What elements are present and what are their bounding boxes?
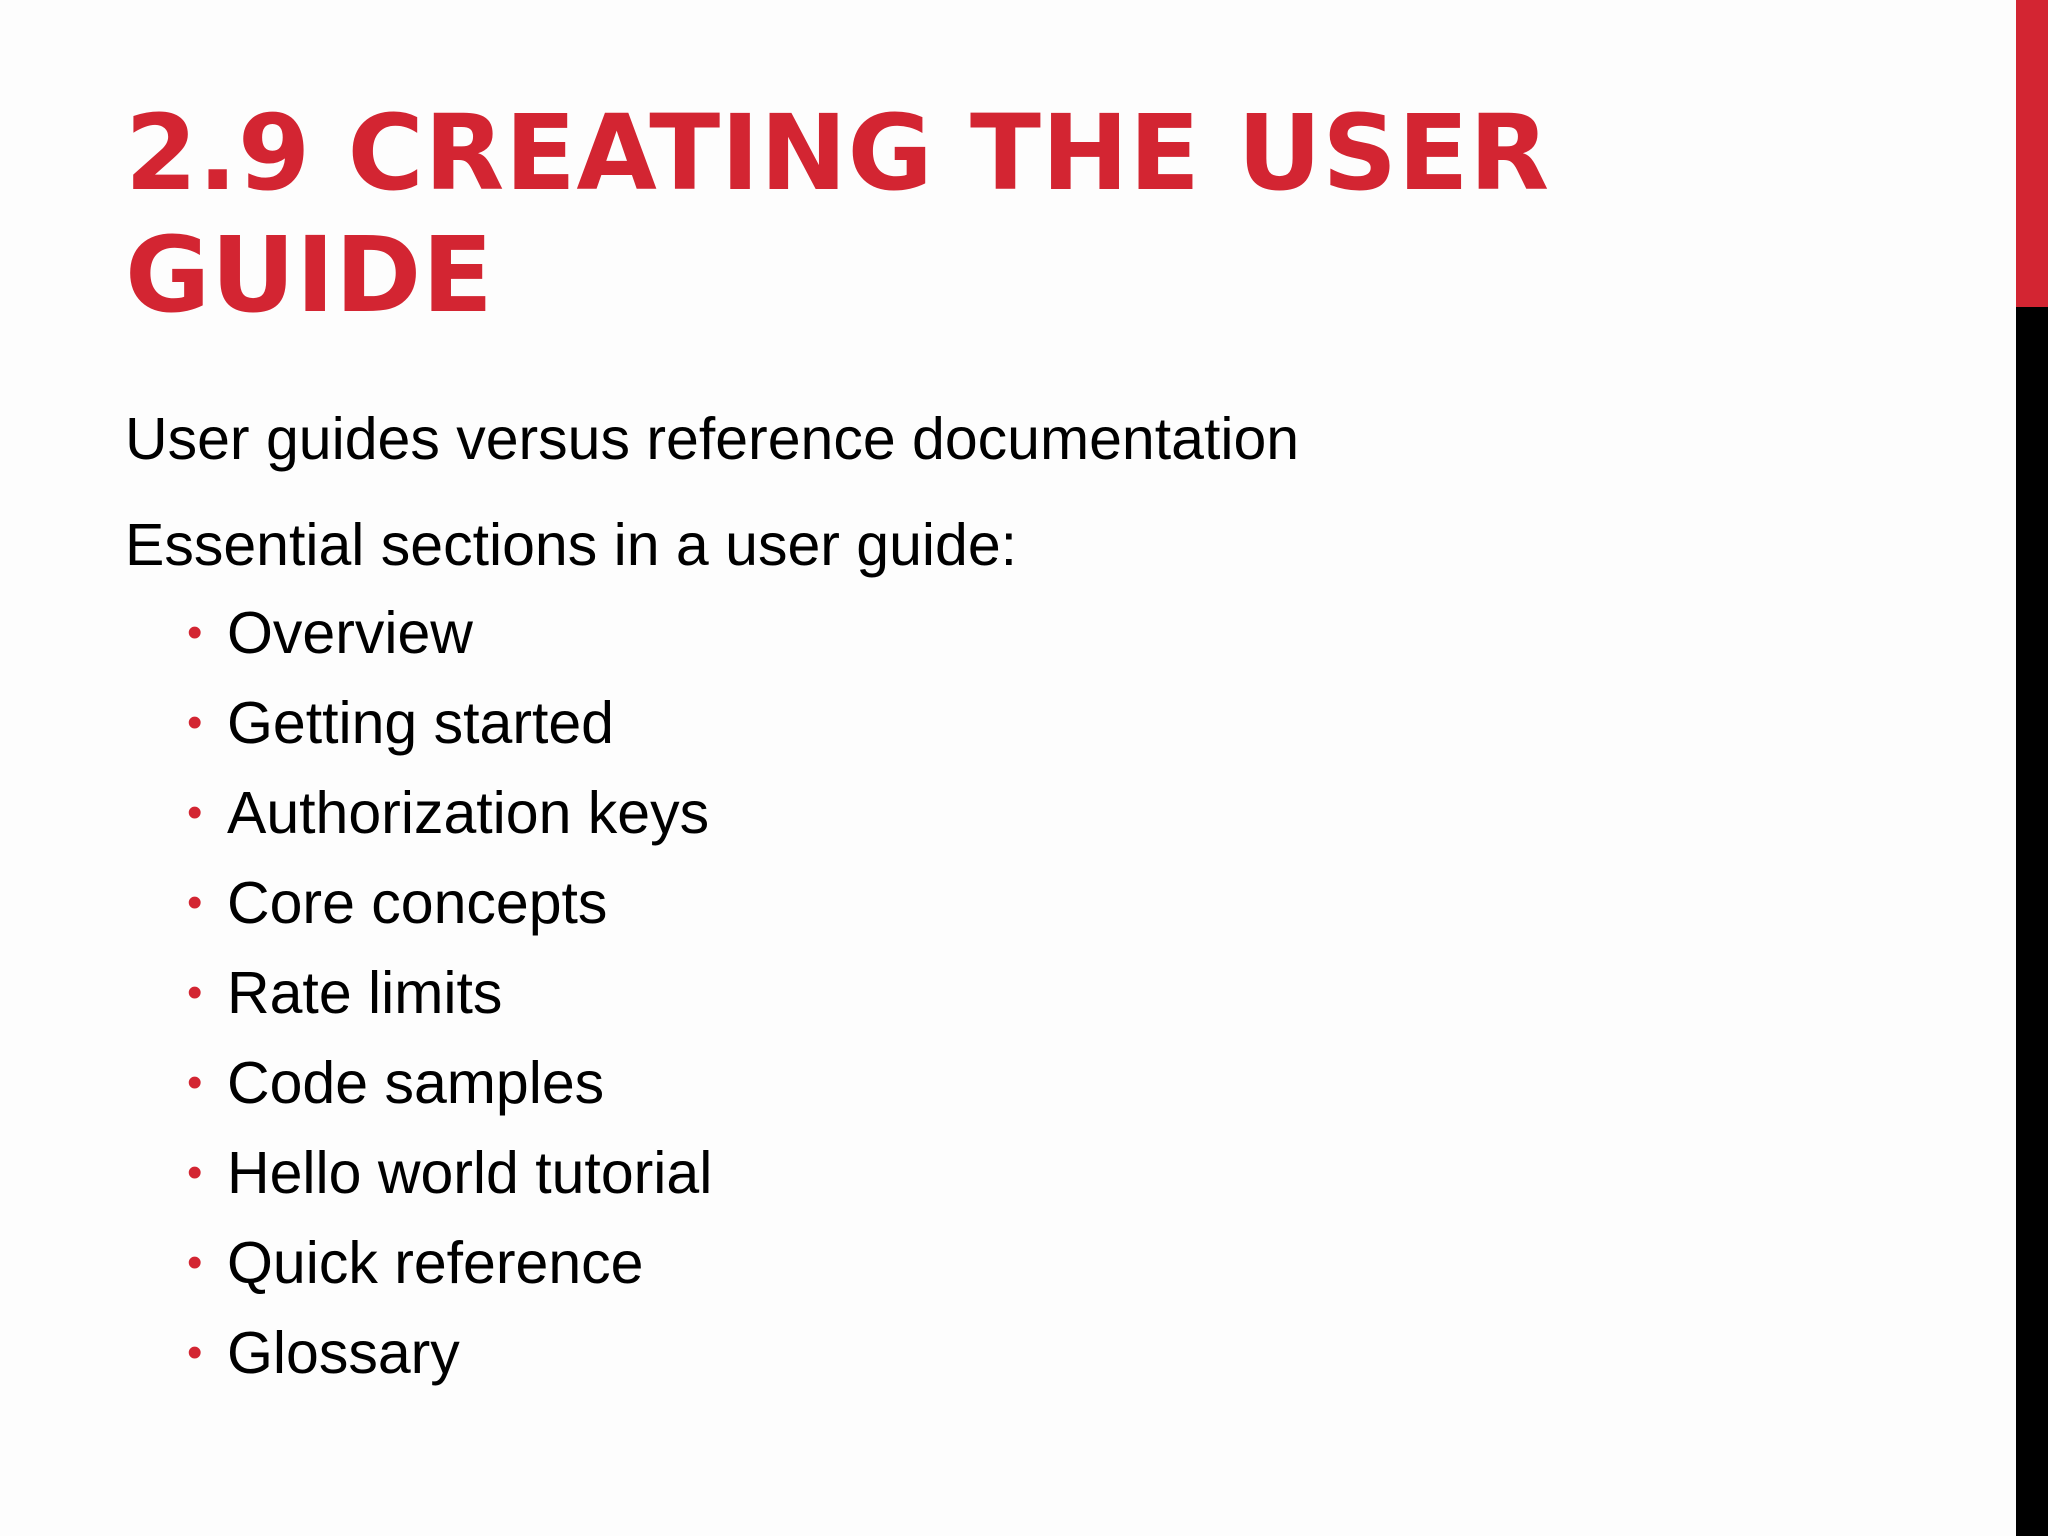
- bullet-icon: •: [187, 878, 203, 927]
- list-item-text: Rate limits: [227, 960, 503, 1026]
- list-item: [187, 598, 1825, 668]
- list-item: [187, 1318, 1825, 1388]
- list-item: [187, 1138, 1825, 1208]
- list-item-text: Authorization keys: [227, 780, 710, 846]
- list-item-text: Glossary: [227, 1320, 460, 1386]
- bullet-icon: •: [187, 1058, 203, 1107]
- list-item-text: Getting started: [227, 690, 614, 756]
- bullet-icon: •: [187, 1238, 203, 1287]
- bullet-icon: •: [187, 968, 203, 1017]
- bullet-icon: •: [187, 1148, 203, 1197]
- list-item: [187, 958, 1825, 1028]
- paragraph-user-guides-vs-reference: User guides versus reference documentation: [125, 406, 1300, 472]
- accent-bar-black: [2016, 307, 2048, 1536]
- list-item-text: Quick reference: [227, 1230, 644, 1296]
- bullet-icon: •: [187, 608, 203, 657]
- bullet-list: [125, 598, 1825, 1388]
- paragraph-essential-sections: Essential sections in a user guide:: [125, 512, 1018, 578]
- bullet-icon: •: [187, 1328, 203, 1377]
- slide-title: 2.9 CREATING THE USER GUIDE: [125, 92, 1550, 336]
- list-item-text: Overview: [227, 600, 473, 666]
- accent-bar-red: [2016, 0, 2048, 307]
- bullet-icon: •: [187, 698, 203, 747]
- list-item-text: Core concepts: [227, 870, 608, 936]
- list-item: [187, 688, 1825, 758]
- list-item: [187, 1048, 1825, 1118]
- slide-content: [125, 404, 1825, 1408]
- list-item-text: Hello world tutorial: [227, 1140, 713, 1206]
- list-item-text: Code samples: [227, 1050, 605, 1116]
- list-item: [187, 1228, 1825, 1298]
- list-item: [187, 868, 1825, 938]
- list-item: [187, 778, 1825, 848]
- bullet-icon: •: [187, 788, 203, 837]
